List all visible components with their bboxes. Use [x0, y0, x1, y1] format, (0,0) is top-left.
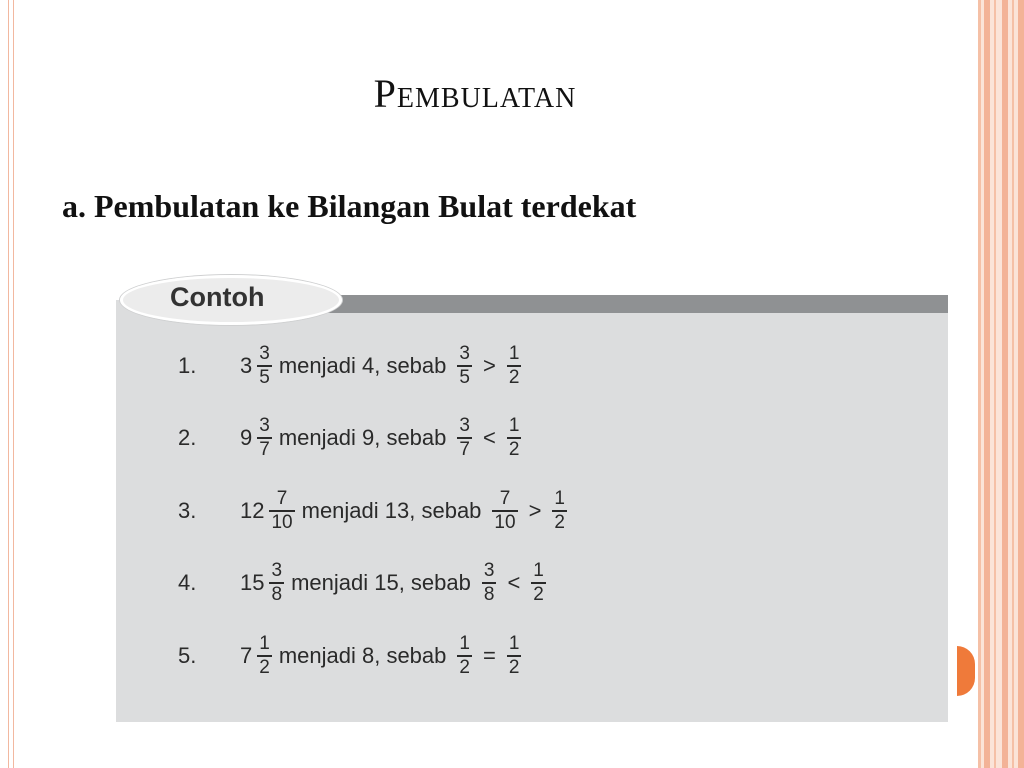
slide-title: Pembulatan [373, 71, 577, 116]
compare-fraction-left: $\frac{3}{8}$ [483, 560, 495, 605]
item-number: 5. [178, 643, 197, 668]
example-item [178, 553, 549, 613]
item-text: menjadi 8, sebab [278, 643, 447, 668]
compare-fraction-left: $\frac{1}{2}$ [459, 633, 470, 678]
example-item [178, 336, 524, 396]
compare-operator: < [507, 570, 521, 595]
item-number: 4. [178, 570, 197, 595]
compare-fraction-left: $\frac{7}{10}$ [494, 488, 516, 533]
slide-frame-right [978, 0, 1024, 768]
item-text: menjadi 15, sebab [291, 570, 471, 595]
mixed-fraction: $\frac{3}{5}$ [259, 343, 270, 388]
compare-fraction-right: $\frac{1}{2}$ [508, 633, 520, 678]
slide-subtitle: a. Pembulatan ke Bilangan Bulat terdekat [62, 188, 637, 224]
compare-operator: > [528, 498, 542, 523]
mixed-fraction: $\frac{3}{8}$ [271, 560, 283, 605]
item-text: menjadi 4, sebab [278, 353, 447, 378]
mixed-whole: 15 [240, 570, 265, 595]
item-text: menjadi 9, sebab [278, 425, 447, 450]
mixed-whole: 12 [240, 498, 265, 523]
compare-operator: < [482, 425, 496, 450]
compare-operator: = [482, 643, 496, 668]
mixed-fraction: $\frac{7}{10}$ [271, 488, 293, 533]
item-number: 3. [178, 498, 197, 523]
compare-fraction-right: $\frac{1}{2}$ [508, 415, 520, 460]
example-header-bar [300, 295, 948, 313]
item-number: 1. [178, 353, 197, 378]
mixed-whole: 3 [240, 353, 253, 378]
mixed-fraction: $\frac{3}{7}$ [259, 415, 270, 460]
compare-fraction-right: $\frac{1}{2}$ [533, 560, 544, 605]
mixed-fraction: $\frac{1}{2}$ [259, 633, 270, 678]
compare-fraction-right: $\frac{1}{2}$ [554, 488, 565, 533]
mixed-whole: 9 [240, 425, 253, 450]
example-tab-label: Contoh [170, 282, 265, 312]
example-item [178, 626, 524, 686]
compare-fraction-left: $\frac{3}{7}$ [459, 415, 470, 460]
example-item [178, 408, 524, 468]
accent-tab [957, 646, 975, 696]
item-text: menjadi 13, sebab [301, 498, 482, 523]
example-item [178, 481, 570, 541]
mixed-whole: 7 [240, 643, 253, 668]
compare-operator: > [482, 353, 496, 378]
item-number: 2. [178, 425, 197, 450]
compare-fraction-right: $\frac{1}{2}$ [508, 343, 520, 388]
compare-fraction-left: $\frac{3}{5}$ [459, 343, 470, 388]
